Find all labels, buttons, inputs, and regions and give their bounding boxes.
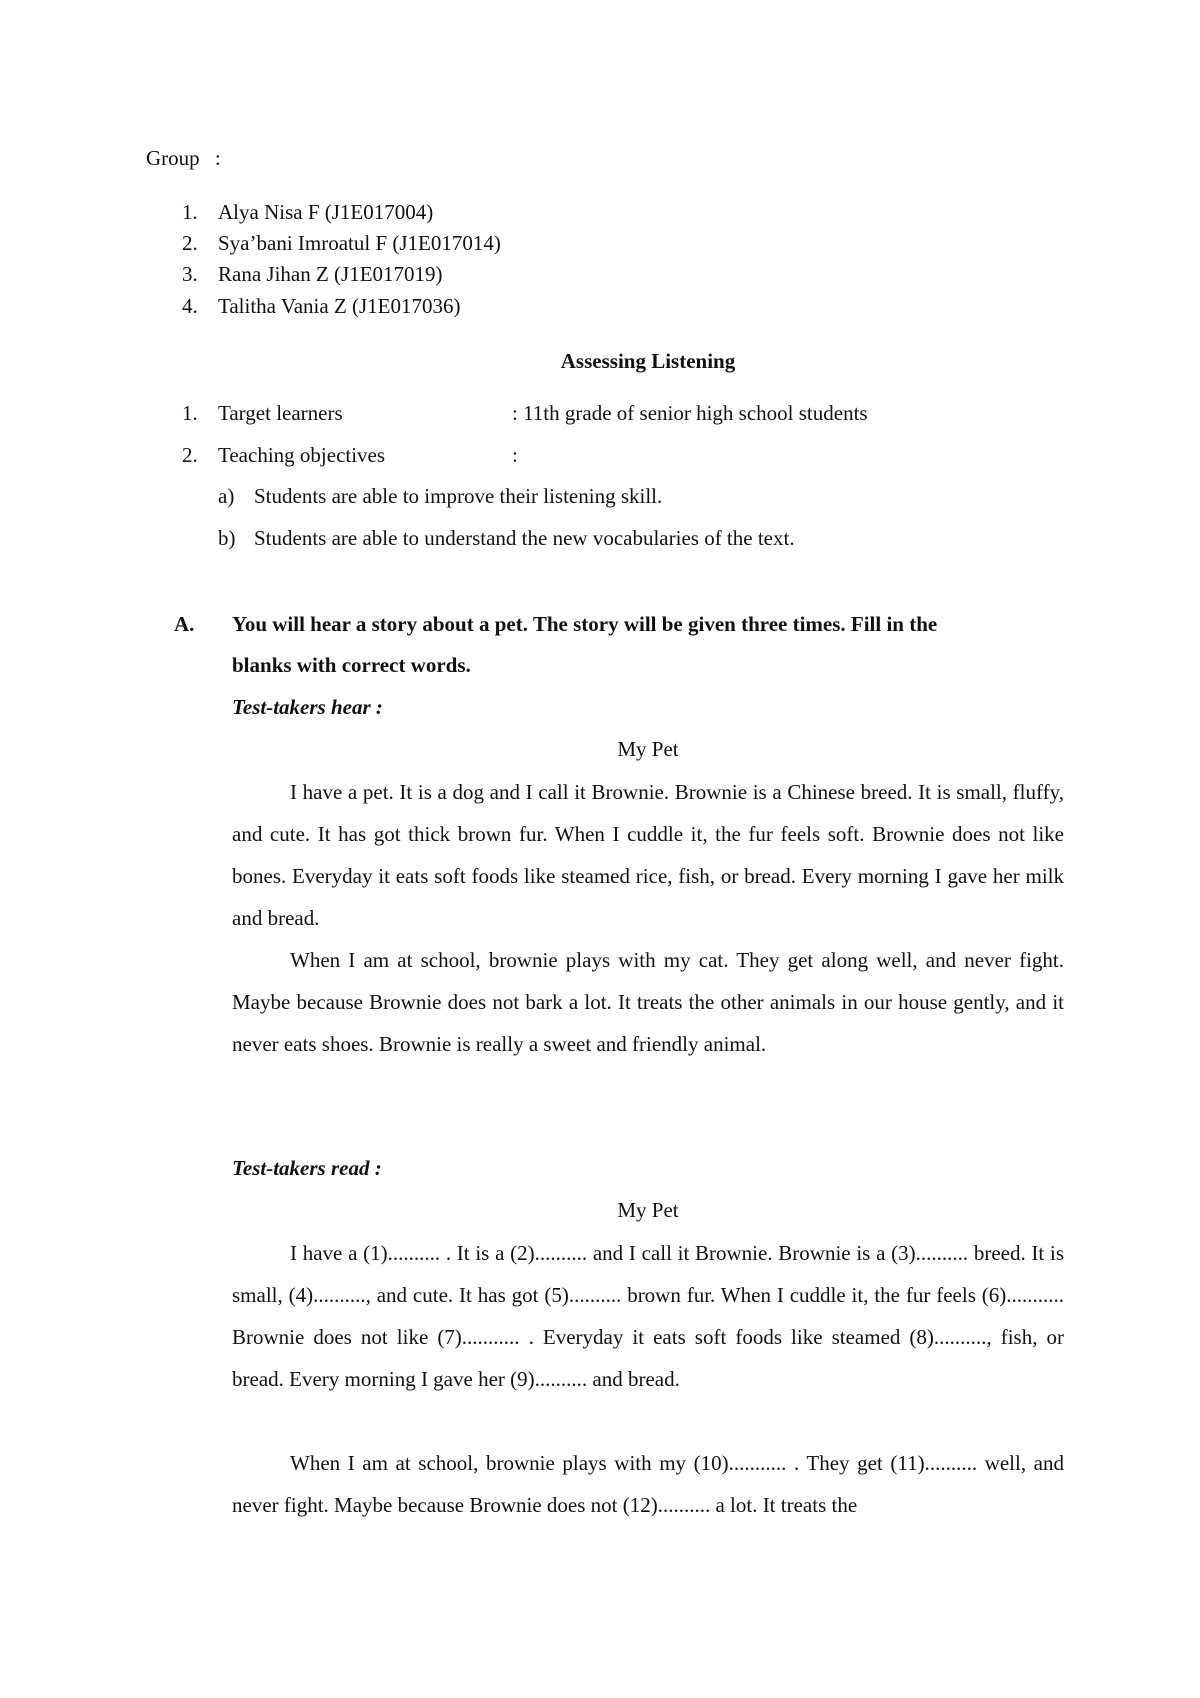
story-title: My Pet	[617, 737, 679, 761]
info-value: :	[512, 443, 518, 467]
read-paragraph-1: I have a (1).......... . It is a (2).......... and I call it Brownie. Brownie is a (3).......... breed. It is small, (4).........., and cute. It has got (5).......... brown fur. When I cuddle it, the fur feels (6)........... Brownie does not like (7)........... . Everyday it eats soft foods like steamed (8).........., fish, or bread. Every morning I gave her (9).......... and bread.	[232, 1241, 1064, 1391]
objective-text: Students are able to improve their listening skill.	[254, 484, 663, 508]
story-paragraph-1: I have a pet. It is a dog and I call it Brownie. Brownie is a Chinese breed. It is small, fluffy, and cute. It has got thick brown fur. When I cuddle it, the fur feels soft. Brownie does not like bones. Everyday it eats soft foods like steamed rice, fish, or bread. Every morning I gave her milk and bread.	[232, 780, 1064, 930]
objective-letter: b)	[218, 526, 236, 550]
section-letter: A.	[174, 612, 195, 636]
member-name: Talitha Vania Z (J1E017036)	[218, 294, 461, 318]
page-title: Assessing Listening	[560, 349, 736, 373]
group-heading	[146, 146, 221, 171]
objective-letter: a)	[218, 484, 235, 508]
info-item-target-learners	[182, 401, 868, 426]
list-item	[182, 262, 443, 287]
member-name: Alya Nisa F (J1E017004)	[218, 200, 434, 224]
hear-label: Test-takers hear :	[232, 695, 383, 719]
list-number: 2.	[182, 443, 198, 467]
list-item	[182, 231, 501, 256]
info-item-teaching-objectives	[182, 443, 518, 468]
story-paragraph-2: When I am at school, brownie plays with my cat. They get along well, and never fight. Maybe because Brownie does not bark a lot. It treats the other animals in our house gently, and it never eats shoes. Brownie is really a sweet and friendly animal.	[232, 948, 1064, 1056]
group-label: Group	[146, 146, 200, 170]
info-value: : 11th grade of senior high school students	[512, 401, 868, 425]
objective-item	[218, 484, 662, 509]
read-paragraph-2: When I am at school, brownie plays with my (10)........... . They get (11).......... well, and never fight. Maybe because Brownie does not (12).......... a lot. It treats the	[232, 1451, 1064, 1517]
read-title: My Pet	[617, 1198, 679, 1222]
info-label: Target learners	[218, 401, 343, 425]
objective-item	[218, 526, 795, 551]
list-number: 1.	[182, 401, 198, 425]
section-instruction-line1: You will hear a story about a pet. The story will be given three times. Fill in the	[232, 612, 938, 636]
list-number: 2.	[182, 231, 198, 255]
list-number: 1.	[182, 200, 198, 224]
read-label: Test-takers read :	[232, 1156, 382, 1180]
member-name: Sya’bani Imroatul F (J1E017014)	[218, 231, 501, 255]
section-instruction-line2: blanks with correct words.	[232, 653, 471, 677]
member-name: Rana Jihan Z (J1E017019)	[218, 262, 443, 286]
list-item	[182, 294, 461, 319]
info-label: Teaching objectives	[218, 443, 386, 467]
list-number: 3.	[182, 262, 198, 286]
group-colon: :	[214, 146, 221, 170]
list-number: 4.	[182, 294, 198, 318]
list-item	[182, 200, 433, 225]
objective-text: Students are able to understand the new vocabularies of the text.	[254, 526, 795, 550]
